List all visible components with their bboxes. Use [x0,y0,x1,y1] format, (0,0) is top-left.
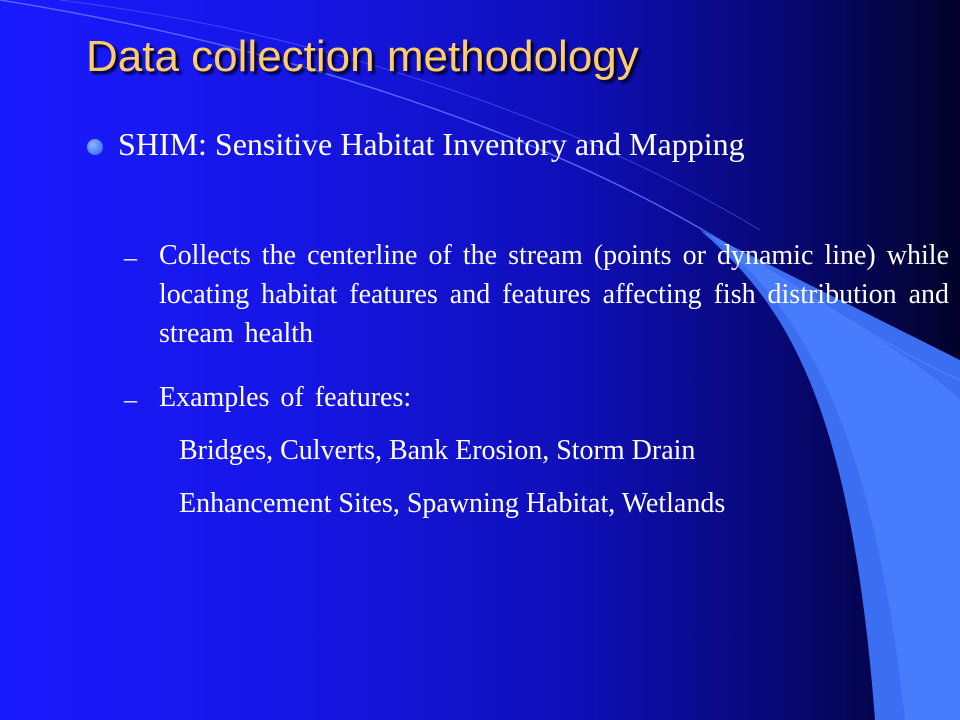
dash-icon: – [124,243,137,272]
sub-bullet-centerline: Collects the centerline of the stream (points or dynamic line) while locating habitat features and features affecting fish distribution and stream health [159,240,949,349]
feature-line-1: Bridges, Culverts, Bank Erosion, Storm Drain [179,435,696,466]
bullet-dot-icon [87,139,103,155]
main-bullet: SHIM: Sensitive Habitat Inventory and Mapping [118,126,745,162]
slide-title: Data collection methodology [86,32,639,81]
dash-icon: – [124,385,137,414]
feature-line-2: Enhancement Sites, Spawning Habitat, Wetlands [179,488,726,519]
sub-bullet-examples: Examples of features: [159,382,412,413]
